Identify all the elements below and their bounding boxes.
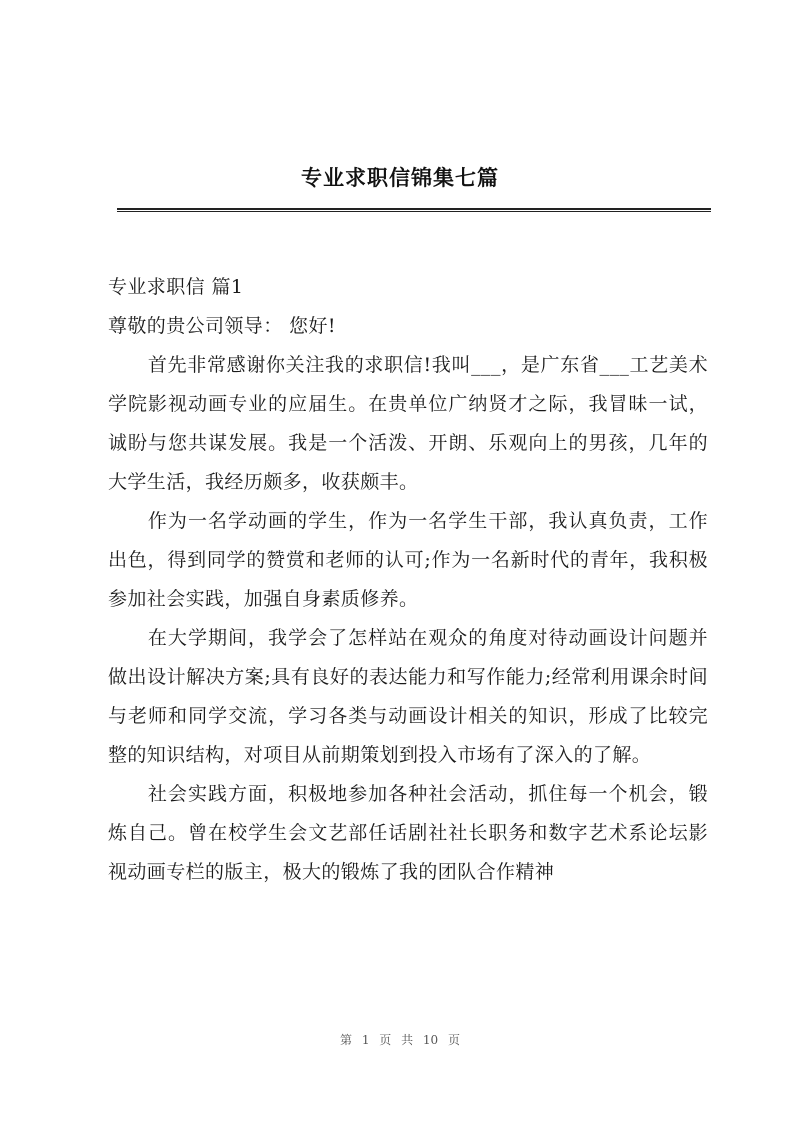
body-paragraph: 社会实践方面，积极地参加各种社会活动，抓住每一个机会，锻炼自己。曾在校学生会文艺部任话剧社社长职务和数字艺术系论坛影视动画专栏的版主，极大的锻炼了我的团队合作精神 [108,783,708,883]
document-body [108,268,708,892]
body-paragraph: 首先非常感谢你关注我的求职信!我叫___，是广东省___工艺美术学院影视动画专业的应届生。在贵单位广纳贤才之际，我冒昧一试，诚盼与您共谋发展。我是一个活泼、开朗、乐观向上的男孩，几年的大学生活，我经历颇多，收获颇丰。 [108,354,708,493]
page-footer: 第 1 页 共 10 页 [340,1033,460,1047]
body-paragraph: 作为一名学动画的学生，作为一名学生干部，我认真负责，工作出色，得到同学的赞赏和老师的认可;作为一名新时代的青年，我积极参加社会实践，加强自身素质修养。 [108,510,708,610]
document-title: 专业求职信锦集七篇 [301,166,499,190]
salutation: 尊敬的贵公司领导： 您好! [108,315,336,337]
section-heading: 专业求职信 篇1 [108,276,244,298]
title-divider [117,208,711,212]
body-paragraph: 在大学期间，我学会了怎样站在观众的角度对待动画设计问题并做出设计解决方案;具有良好的表达能力和写作能力;经常利用课余时间与老师和同学交流，学习各类与动画设计相关的知识，形成了比较完整的知识结构，对项目从前期策划到投入市场有了深入的了解。 [108,627,708,766]
